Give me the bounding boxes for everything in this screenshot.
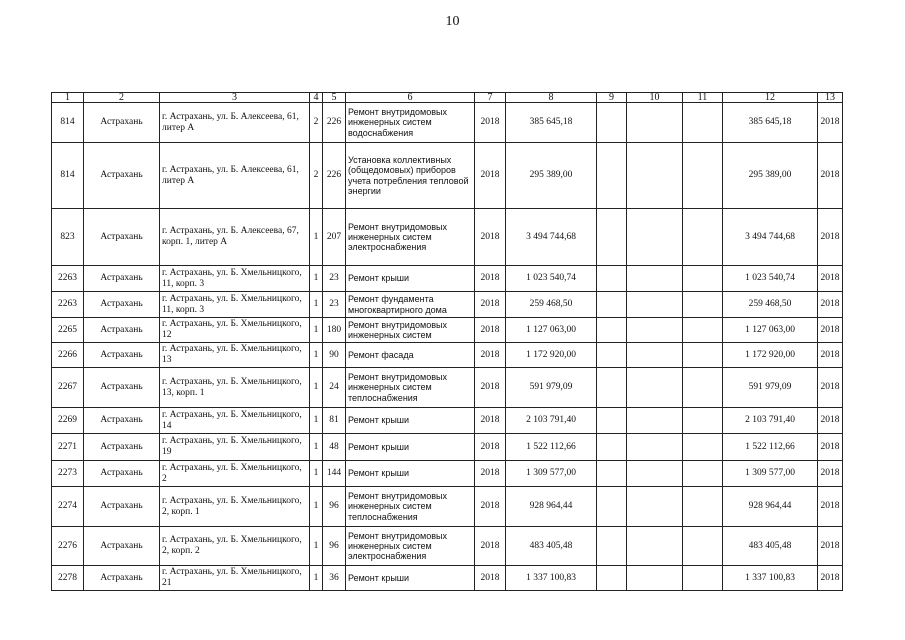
- column-5-cell: 226: [323, 143, 346, 209]
- column-header: 11: [683, 93, 723, 103]
- address-cell: г. Астрахань, ул. Б. Хмельницкого, 2, корп. 2: [160, 527, 310, 566]
- address-cell: г. Астрахань, ул. Б. Хмельницкого, 12: [160, 318, 310, 343]
- column-10-cell: [627, 408, 683, 434]
- total-cell: 928 964,44: [723, 487, 818, 527]
- column-9-cell: [597, 527, 627, 566]
- column-header: 4: [310, 93, 323, 103]
- house-id-cell: 2266: [52, 343, 84, 368]
- column-header: 5: [323, 93, 346, 103]
- column-header: 10: [627, 93, 683, 103]
- end-year-cell: 2018: [818, 103, 843, 143]
- work-type-cell: Ремонт крыши: [346, 434, 475, 461]
- column-5-cell: 23: [323, 292, 346, 318]
- city-cell: Астрахань: [84, 434, 160, 461]
- column-9-cell: [597, 318, 627, 343]
- house-id-cell: 2271: [52, 434, 84, 461]
- amount-cell: 3 494 744,68: [506, 209, 597, 266]
- column-5-cell: 180: [323, 318, 346, 343]
- table-row: [52, 408, 843, 434]
- table-row: [52, 103, 843, 143]
- page-number: 10: [445, 14, 460, 29]
- column-header: 7: [475, 93, 506, 103]
- column-10-cell: [627, 461, 683, 487]
- column-11-cell: [683, 566, 723, 591]
- column-11-cell: [683, 434, 723, 461]
- column-4-cell: 1: [310, 566, 323, 591]
- column-10-cell: [627, 266, 683, 292]
- address-cell: г. Астрахань, ул. Б. Алексеева, 61, литер А: [160, 143, 310, 209]
- column-10-cell: [627, 318, 683, 343]
- total-cell: 1 172 920,00: [723, 343, 818, 368]
- house-id-cell: 2269: [52, 408, 84, 434]
- address-cell: г. Астрахань, ул. Б. Хмельницкого, 19: [160, 434, 310, 461]
- amount-cell: 1 172 920,00: [506, 343, 597, 368]
- column-4-cell: 1: [310, 266, 323, 292]
- house-id-cell: 2265: [52, 318, 84, 343]
- column-5-cell: 48: [323, 434, 346, 461]
- column-11-cell: [683, 527, 723, 566]
- amount-cell: 483 405,48: [506, 527, 597, 566]
- total-cell: 2 103 791,40: [723, 408, 818, 434]
- column-10-cell: [627, 368, 683, 408]
- amount-cell: 2 103 791,40: [506, 408, 597, 434]
- column-10-cell: [627, 103, 683, 143]
- city-cell: Астрахань: [84, 318, 160, 343]
- total-cell: 483 405,48: [723, 527, 818, 566]
- column-10-cell: [627, 292, 683, 318]
- city-cell: Астрахань: [84, 343, 160, 368]
- column-5-cell: 226: [323, 103, 346, 143]
- column-9-cell: [597, 487, 627, 527]
- city-cell: Астрахань: [84, 527, 160, 566]
- year-cell: 2018: [475, 266, 506, 292]
- total-cell: 295 389,00: [723, 143, 818, 209]
- table-row: [52, 318, 843, 343]
- column-5-cell: 144: [323, 461, 346, 487]
- total-cell: 1 309 577,00: [723, 461, 818, 487]
- city-cell: Астрахань: [84, 566, 160, 591]
- column-header: 9: [597, 93, 627, 103]
- address-cell: г. Астрахань, ул. Б. Хмельницкого, 11, корп. 3: [160, 292, 310, 318]
- table-row: [52, 343, 843, 368]
- end-year-cell: 2018: [818, 343, 843, 368]
- city-cell: Астрахань: [84, 487, 160, 527]
- address-cell: г. Астрахань, ул. Б. Хмельницкого, 21: [160, 566, 310, 591]
- amount-cell: 1 309 577,00: [506, 461, 597, 487]
- column-5-cell: 96: [323, 527, 346, 566]
- year-cell: 2018: [475, 318, 506, 343]
- column-4-cell: 1: [310, 368, 323, 408]
- address-cell: г. Астрахань, ул. Б. Хмельницкого, 2: [160, 461, 310, 487]
- end-year-cell: 2018: [818, 461, 843, 487]
- column-11-cell: [683, 461, 723, 487]
- column-11-cell: [683, 343, 723, 368]
- column-10-cell: [627, 566, 683, 591]
- table-row: [52, 487, 843, 527]
- column-11-cell: [683, 368, 723, 408]
- column-9-cell: [597, 343, 627, 368]
- year-cell: 2018: [475, 527, 506, 566]
- amount-cell: 295 389,00: [506, 143, 597, 209]
- work-type-cell: Ремонт крыши: [346, 408, 475, 434]
- work-type-cell: Ремонт крыши: [346, 461, 475, 487]
- amount-cell: 385 645,18: [506, 103, 597, 143]
- year-cell: 2018: [475, 103, 506, 143]
- table-row: [52, 143, 843, 209]
- total-cell: 385 645,18: [723, 103, 818, 143]
- column-9-cell: [597, 434, 627, 461]
- column-11-cell: [683, 143, 723, 209]
- column-9-cell: [597, 103, 627, 143]
- total-cell: 591 979,09: [723, 368, 818, 408]
- column-4-cell: 1: [310, 434, 323, 461]
- column-4-cell: 1: [310, 408, 323, 434]
- total-cell: 1 522 112,66: [723, 434, 818, 461]
- table-row: [52, 527, 843, 566]
- table-row: [52, 461, 843, 487]
- table-row: [52, 566, 843, 591]
- work-type-cell: Ремонт внутридомовых инженерных систем теплоснабжения: [346, 368, 475, 408]
- year-cell: 2018: [475, 143, 506, 209]
- year-cell: 2018: [475, 343, 506, 368]
- column-9-cell: [597, 143, 627, 209]
- column-header: 1: [52, 93, 84, 103]
- column-4-cell: 1: [310, 209, 323, 266]
- end-year-cell: 2018: [818, 527, 843, 566]
- work-type-cell: Ремонт фундамента многоквартирного дома: [346, 292, 475, 318]
- work-type-cell: Ремонт внутридомовых инженерных систем водоснабжения: [346, 103, 475, 143]
- city-cell: Астрахань: [84, 103, 160, 143]
- column-4-cell: 1: [310, 318, 323, 343]
- table-row: [52, 292, 843, 318]
- work-type-cell: Ремонт внутридомовых инженерных систем электроснабжения: [346, 209, 475, 266]
- column-9-cell: [597, 266, 627, 292]
- column-4-cell: 1: [310, 487, 323, 527]
- column-number-header-row: [52, 93, 843, 103]
- total-cell: 1 023 540,74: [723, 266, 818, 292]
- amount-cell: 1 127 063,00: [506, 318, 597, 343]
- column-11-cell: [683, 318, 723, 343]
- column-9-cell: [597, 461, 627, 487]
- house-id-cell: 814: [52, 103, 84, 143]
- house-id-cell: 2276: [52, 527, 84, 566]
- year-cell: 2018: [475, 408, 506, 434]
- amount-cell: 1 522 112,66: [506, 434, 597, 461]
- work-type-cell: Ремонт крыши: [346, 566, 475, 591]
- column-11-cell: [683, 209, 723, 266]
- city-cell: Астрахань: [84, 143, 160, 209]
- column-4-cell: 1: [310, 292, 323, 318]
- house-id-cell: 2274: [52, 487, 84, 527]
- column-header: 13: [818, 93, 843, 103]
- city-cell: Астрахань: [84, 209, 160, 266]
- end-year-cell: 2018: [818, 434, 843, 461]
- table-row: [52, 368, 843, 408]
- amount-cell: 591 979,09: [506, 368, 597, 408]
- table-row: [52, 266, 843, 292]
- end-year-cell: 2018: [818, 566, 843, 591]
- year-cell: 2018: [475, 209, 506, 266]
- work-type-cell: Ремонт внутридомовых инженерных систем теплоснабжения: [346, 487, 475, 527]
- house-id-cell: 823: [52, 209, 84, 266]
- address-cell: г. Астрахань, ул. Б. Хмельницкого, 2, корп. 1: [160, 487, 310, 527]
- end-year-cell: 2018: [818, 143, 843, 209]
- column-4-cell: 1: [310, 343, 323, 368]
- column-9-cell: [597, 408, 627, 434]
- amount-cell: 928 964,44: [506, 487, 597, 527]
- column-header: 8: [506, 93, 597, 103]
- column-9-cell: [597, 292, 627, 318]
- year-cell: 2018: [475, 292, 506, 318]
- house-id-cell: 2263: [52, 266, 84, 292]
- table-row: [52, 209, 843, 266]
- column-11-cell: [683, 292, 723, 318]
- house-id-cell: 2273: [52, 461, 84, 487]
- column-5-cell: 36: [323, 566, 346, 591]
- address-cell: г. Астрахань, ул. Б. Хмельницкого, 13, корп. 1: [160, 368, 310, 408]
- year-cell: 2018: [475, 566, 506, 591]
- house-id-cell: 2263: [52, 292, 84, 318]
- column-5-cell: 96: [323, 487, 346, 527]
- end-year-cell: 2018: [818, 408, 843, 434]
- city-cell: Астрахань: [84, 292, 160, 318]
- end-year-cell: 2018: [818, 318, 843, 343]
- column-4-cell: 1: [310, 527, 323, 566]
- column-10-cell: [627, 143, 683, 209]
- amount-cell: 1 337 100,83: [506, 566, 597, 591]
- address-cell: г. Астрахань, ул. Б. Хмельницкого, 13: [160, 343, 310, 368]
- year-cell: 2018: [475, 487, 506, 527]
- year-cell: 2018: [475, 461, 506, 487]
- column-header: 2: [84, 93, 160, 103]
- column-11-cell: [683, 103, 723, 143]
- column-5-cell: 24: [323, 368, 346, 408]
- year-cell: 2018: [475, 368, 506, 408]
- column-10-cell: [627, 434, 683, 461]
- column-9-cell: [597, 209, 627, 266]
- city-cell: Астрахань: [84, 368, 160, 408]
- end-year-cell: 2018: [818, 487, 843, 527]
- column-9-cell: [597, 566, 627, 591]
- column-5-cell: 81: [323, 408, 346, 434]
- column-header: 6: [346, 93, 475, 103]
- total-cell: 1 337 100,83: [723, 566, 818, 591]
- column-5-cell: 207: [323, 209, 346, 266]
- end-year-cell: 2018: [818, 209, 843, 266]
- work-type-cell: Ремонт крыши: [346, 266, 475, 292]
- amount-cell: 1 023 540,74: [506, 266, 597, 292]
- house-id-cell: 2267: [52, 368, 84, 408]
- amount-cell: 259 468,50: [506, 292, 597, 318]
- column-10-cell: [627, 343, 683, 368]
- address-cell: г. Астрахань, ул. Б. Хмельницкого, 14: [160, 408, 310, 434]
- column-9-cell: [597, 368, 627, 408]
- total-cell: 3 494 744,68: [723, 209, 818, 266]
- address-cell: г. Астрахань, ул. Б. Хмельницкого, 11, корп. 3: [160, 266, 310, 292]
- city-cell: Астрахань: [84, 266, 160, 292]
- end-year-cell: 2018: [818, 292, 843, 318]
- column-11-cell: [683, 487, 723, 527]
- column-5-cell: 90: [323, 343, 346, 368]
- work-type-cell: Ремонт фасада: [346, 343, 475, 368]
- column-5-cell: 23: [323, 266, 346, 292]
- end-year-cell: 2018: [818, 368, 843, 408]
- address-cell: г. Астрахань, ул. Б. Алексеева, 61, литер А: [160, 103, 310, 143]
- work-type-cell: Установка коллективных (общедомовых) приборов учета потребления тепловой энергии: [346, 143, 475, 209]
- column-header: 3: [160, 93, 310, 103]
- address-cell: г. Астрахань, ул. Б. Алексеева, 67, корп. 1, литер А: [160, 209, 310, 266]
- work-type-cell: Ремонт внутридомовых инженерных систем: [346, 318, 475, 343]
- total-cell: 1 127 063,00: [723, 318, 818, 343]
- work-type-cell: Ремонт внутридомовых инженерных систем электроснабжения: [346, 527, 475, 566]
- column-10-cell: [627, 209, 683, 266]
- city-cell: Астрахань: [84, 461, 160, 487]
- column-10-cell: [627, 487, 683, 527]
- table-row: [52, 434, 843, 461]
- house-id-cell: 814: [52, 143, 84, 209]
- column-10-cell: [627, 527, 683, 566]
- total-cell: 259 468,50: [723, 292, 818, 318]
- year-cell: 2018: [475, 434, 506, 461]
- column-11-cell: [683, 408, 723, 434]
- column-4-cell: 2: [310, 143, 323, 209]
- column-header: 12: [723, 93, 818, 103]
- repair-program-table: [51, 92, 843, 591]
- column-4-cell: 2: [310, 103, 323, 143]
- column-4-cell: 1: [310, 461, 323, 487]
- end-year-cell: 2018: [818, 266, 843, 292]
- house-id-cell: 2278: [52, 566, 84, 591]
- column-11-cell: [683, 266, 723, 292]
- city-cell: Астрахань: [84, 408, 160, 434]
